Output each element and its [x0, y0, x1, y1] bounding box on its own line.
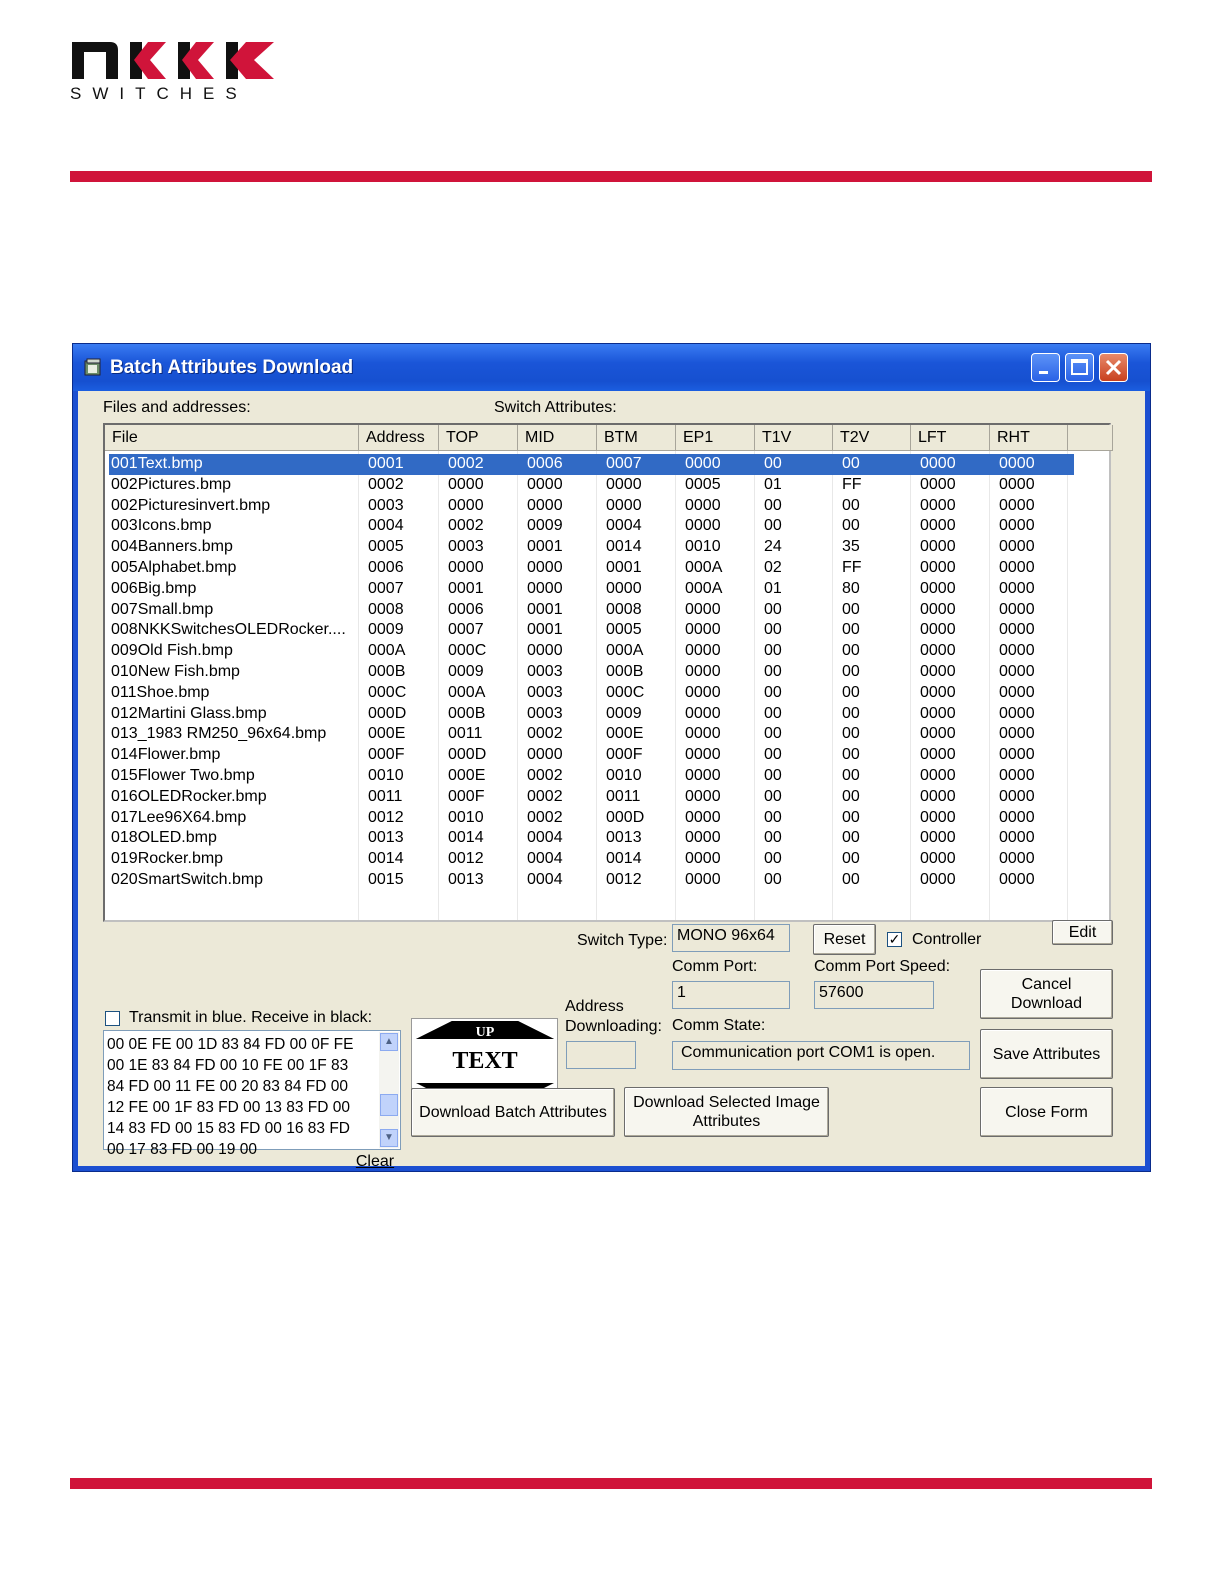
- table-cell: 018OLED.bmp: [111, 829, 217, 847]
- table-cell: 00: [764, 704, 782, 722]
- table-cell: 0000: [527, 559, 563, 576]
- table-cell: 0000: [685, 704, 721, 722]
- table-cell: 00: [842, 642, 860, 660]
- table-row[interactable]: [109, 641, 1074, 662]
- table-cell: 004Banners.bmp: [111, 538, 233, 556]
- table-cell: 24: [764, 538, 782, 556]
- table-cell: 012Martini Glass.bmp: [111, 704, 267, 722]
- table-cell: 000C: [368, 683, 407, 701]
- table-cell: 0000: [920, 787, 956, 805]
- table-cell: 0000: [685, 496, 721, 514]
- table-cell: 000A: [368, 642, 406, 660]
- table-cell: 0003: [448, 538, 484, 556]
- table-cell: 00: [764, 767, 782, 784]
- table-cell: 0004: [527, 850, 563, 868]
- table-cell: 00: [764, 455, 782, 472]
- nkk-logo: [70, 21, 280, 88]
- footer-rule: [70, 1478, 1152, 1489]
- table-cell: 00: [842, 746, 860, 764]
- table-cell: 0000: [920, 579, 956, 597]
- table-cell: 0014: [368, 850, 404, 868]
- table-cell: 0000: [685, 642, 721, 660]
- table-cell: 003Icons.bmp: [111, 517, 212, 535]
- column-header[interactable]: BTM: [597, 425, 676, 451]
- table-cell: 0000: [685, 455, 721, 472]
- table-cell: 0012: [368, 808, 404, 826]
- app-window-icon[interactable]: [83, 357, 103, 377]
- column-header[interactable]: LFT: [911, 425, 990, 451]
- table-cell: 0010: [448, 808, 484, 826]
- table-cell: 0000: [448, 559, 484, 576]
- table-cell: 0000: [685, 808, 721, 826]
- table-cell: 0002: [368, 475, 404, 493]
- table-cell: 000F: [368, 746, 405, 764]
- table-row[interactable]: [109, 662, 1074, 683]
- table-cell: 00: [764, 642, 782, 660]
- table-cell: 0000: [685, 517, 721, 535]
- comm-port-label: Comm Port:: [672, 958, 758, 975]
- address-label-1: Address: [565, 998, 624, 1015]
- table-cell: 00: [764, 496, 782, 514]
- table-cell: 0000: [999, 475, 1035, 493]
- table-cell: 0000: [999, 642, 1035, 660]
- table-cell: 00: [764, 829, 782, 847]
- table-cell: 00: [842, 517, 860, 535]
- minimize-button[interactable]: [1031, 353, 1060, 382]
- close-window-button[interactable]: [1099, 353, 1128, 382]
- scroll-thumb[interactable]: [380, 1094, 398, 1116]
- table-cell: FF: [842, 559, 862, 576]
- table-cell: 0000: [448, 496, 484, 514]
- table-cell: 000D: [368, 704, 407, 722]
- table-cell: 0000: [999, 663, 1035, 680]
- table-cell: 00: [842, 683, 860, 701]
- table-cell: 017Lee96X64.bmp: [111, 808, 247, 826]
- table-cell: 0000: [920, 496, 956, 514]
- table-row[interactable]: [109, 683, 1074, 704]
- table-cell: 0000: [920, 746, 956, 764]
- table-cell: 0000: [999, 767, 1035, 784]
- table-row[interactable]: [109, 537, 1074, 558]
- table-row[interactable]: [109, 496, 1074, 517]
- table-cell: 000C: [606, 683, 645, 701]
- table-cell: 0001: [606, 559, 642, 576]
- table-cell: 0000: [606, 579, 642, 597]
- table-cell: 000B: [448, 704, 486, 722]
- table-cell: 0009: [606, 704, 642, 722]
- table-cell: 0000: [685, 683, 721, 701]
- table-cell: 0003: [527, 704, 563, 722]
- table-cell: 0006: [527, 455, 563, 472]
- address-label-2: Downloading:: [565, 1018, 662, 1035]
- minimize-icon: [1032, 354, 1059, 381]
- table-cell: 0000: [920, 642, 956, 660]
- table-cell: 00: [764, 725, 782, 743]
- table-cell: 0000: [999, 704, 1035, 722]
- table-cell: 0003: [527, 663, 563, 680]
- table-cell: 0000: [999, 787, 1035, 805]
- table-cell: 0000: [920, 767, 956, 784]
- table-cell: 0000: [527, 579, 563, 597]
- download-batch-button[interactable]: Download Batch Attributes: [411, 1088, 615, 1137]
- logo-brand-text: NKK: [71, 21, 104, 38]
- table-cell: 0000: [920, 808, 956, 826]
- scroll-up-icon[interactable]: ▲: [380, 1033, 398, 1051]
- table-cell: 0007: [368, 579, 404, 597]
- table-cell: 0000: [999, 871, 1035, 888]
- controller-label: Controller: [912, 931, 982, 948]
- table-cell: 0011: [606, 787, 641, 805]
- files-addresses-label: Files and addresses:: [103, 399, 251, 416]
- table-cell: 0000: [920, 725, 956, 743]
- table-cell: 0000: [999, 850, 1035, 868]
- table-cell: 0000: [685, 829, 721, 847]
- table-row[interactable]: [109, 808, 1074, 829]
- table-cell: 0008: [606, 600, 642, 618]
- table-cell: 00: [842, 871, 860, 888]
- table-cell: 0000: [685, 663, 721, 680]
- table-cell: 0000: [920, 559, 956, 576]
- table-cell: 0000: [685, 725, 721, 743]
- table-cell: 000F: [606, 746, 643, 764]
- table-cell: 0000: [448, 475, 484, 493]
- table-cell: 000D: [606, 808, 645, 826]
- table-cell: 0002: [527, 767, 563, 784]
- table-cell: 0000: [999, 808, 1035, 826]
- table-cell: 0002: [527, 725, 563, 743]
- table-cell: 0000: [920, 663, 956, 680]
- table-cell: 00: [842, 767, 860, 784]
- reset-button[interactable]: Reset: [813, 924, 876, 955]
- column-header[interactable]: T1V: [755, 425, 833, 451]
- table-cell: 010New Fish.bmp: [111, 663, 240, 680]
- table-cell: 0000: [685, 600, 721, 618]
- table-cell: 0012: [606, 871, 642, 888]
- table-cell: 006Big.bmp: [111, 579, 197, 597]
- close-form-button[interactable]: Close Form: [980, 1087, 1113, 1137]
- log-scrollbar[interactable]: [379, 1032, 399, 1148]
- table-cell: 015Flower Two.bmp: [111, 767, 255, 784]
- table-cell: 00: [842, 808, 860, 826]
- table-cell: 0014: [606, 850, 642, 868]
- table-cell: 0000: [999, 496, 1035, 514]
- column-header[interactable]: File: [105, 425, 359, 451]
- communication-log[interactable]: [103, 1030, 401, 1158]
- table-cell: 00: [764, 621, 782, 639]
- table-cell: 005Alphabet.bmp: [111, 559, 237, 576]
- table-cell: 0008: [368, 600, 404, 618]
- table-cell: 0007: [448, 621, 484, 639]
- comm-state-field: Communication port COM1 is open.: [672, 1041, 970, 1070]
- table-cell: 00: [764, 871, 782, 888]
- table-cell: 000A: [685, 559, 723, 576]
- table-cell: 0004: [606, 517, 642, 535]
- table-row[interactable]: [109, 600, 1074, 621]
- table-row[interactable]: [109, 828, 1074, 849]
- table-cell: 0000: [685, 621, 721, 639]
- table-cell: 0013: [448, 871, 484, 888]
- table-cell: 0001: [527, 600, 563, 618]
- table-row[interactable]: [109, 579, 1074, 600]
- table-cell: 0005: [368, 538, 404, 556]
- table-cell: 35: [842, 538, 860, 556]
- table-cell: 0000: [999, 517, 1035, 535]
- table-row[interactable]: [109, 516, 1074, 537]
- table-row[interactable]: [109, 724, 1074, 745]
- comm-state-label: Comm State:: [672, 1017, 766, 1034]
- table-cell: 0010: [368, 767, 404, 784]
- column-header[interactable]: EP1: [676, 425, 755, 451]
- maximize-icon: [1066, 354, 1093, 381]
- table-cell: 000E: [606, 725, 644, 743]
- table-cell: 000D: [448, 746, 487, 764]
- table-cell: 0000: [920, 704, 956, 722]
- table-cell: 000B: [368, 663, 406, 680]
- table-cell: 0000: [999, 559, 1035, 576]
- table-row[interactable]: [109, 620, 1074, 641]
- column-header-filler: [1068, 425, 1113, 451]
- table-cell: 0001: [368, 455, 404, 472]
- save-attributes-button[interactable]: Save Attributes: [980, 1029, 1113, 1079]
- table-cell: 0003: [527, 683, 563, 701]
- table-cell: 00: [842, 787, 860, 805]
- table-cell: 0006: [448, 600, 484, 618]
- batch-attributes-window: [72, 343, 1151, 1172]
- table-cell: 0000: [999, 579, 1035, 597]
- table-cell: 0000: [920, 871, 956, 888]
- table-cell: 0000: [920, 538, 956, 556]
- table-cell: 001Text.bmp: [111, 455, 203, 472]
- table-cell: 00: [842, 496, 860, 514]
- table-cell: 019Rocker.bmp: [111, 850, 224, 868]
- table-cell: 0009: [448, 663, 484, 680]
- download-selected-label-2: Attributes: [692, 1113, 761, 1130]
- table-cell: 000A: [685, 579, 723, 597]
- table-cell: 0014: [448, 829, 484, 847]
- scroll-down-icon[interactable]: ▼: [380, 1129, 398, 1147]
- table-cell: 0010: [606, 767, 642, 784]
- table-row[interactable]: [109, 558, 1074, 579]
- table-cell: 0005: [606, 621, 642, 639]
- table-cell: 0001: [448, 579, 484, 597]
- table-cell: 00: [764, 850, 782, 868]
- table-cell: 009Old Fish.bmp: [111, 642, 233, 660]
- table-cell: 000B: [606, 663, 644, 680]
- table-cell: 0004: [368, 517, 404, 535]
- table-cell: 016OLEDRocker.bmp: [111, 787, 267, 805]
- table-row[interactable]: [109, 745, 1074, 766]
- table-cell: 00: [842, 663, 860, 680]
- table-row[interactable]: [109, 475, 1074, 496]
- table-cell: 0000: [527, 746, 563, 764]
- table-cell: 00: [842, 704, 860, 722]
- table-cell: 0005: [685, 475, 721, 493]
- table-cell: 0001: [527, 621, 563, 639]
- table-cell: 020SmartSwitch.bmp: [111, 871, 264, 888]
- table-cell: 0000: [920, 475, 956, 493]
- controller-checkbox[interactable]: ✓: [888, 931, 901, 947]
- table-cell: 00: [764, 787, 782, 805]
- table-cell: 0000: [685, 746, 721, 764]
- table-cell: 00: [764, 663, 782, 680]
- table-cell: 0000: [606, 496, 642, 514]
- table-cell: 0000: [999, 725, 1035, 743]
- table-cell: 0000: [527, 475, 563, 493]
- table-cell: 0009: [527, 517, 563, 535]
- table-cell: 007Small.bmp: [111, 600, 214, 618]
- table-cell: 0006: [368, 559, 404, 576]
- table-cell: 02: [764, 559, 782, 576]
- attributes-list-view[interactable]: [103, 423, 1111, 922]
- transmit-checkbox[interactable]: [105, 1011, 120, 1026]
- table-row[interactable]: [109, 454, 1074, 475]
- switch-type-field: MONO 96x64: [672, 924, 790, 952]
- table-cell: 00: [842, 621, 860, 639]
- table-cell: 00: [842, 829, 860, 847]
- table-cell: 00: [842, 600, 860, 618]
- comm-speed-field[interactable]: 57600: [814, 981, 934, 1009]
- table-cell: 0000: [920, 829, 956, 847]
- column-header[interactable]: RHT: [990, 425, 1068, 451]
- table-cell: 0011: [368, 787, 403, 805]
- table-cell: 0000: [685, 871, 721, 888]
- table-cell: 002Pictures.bmp: [111, 475, 232, 493]
- window-title: Batch Attributes Download: [110, 357, 354, 378]
- switch-type-label: Switch Type:: [577, 932, 668, 949]
- cancel-label-1: Cancel: [1021, 976, 1072, 993]
- table-cell: 0000: [920, 621, 956, 639]
- table-cell: 0015: [368, 871, 404, 888]
- download-selected-button[interactable]: [624, 1087, 829, 1137]
- table-cell: 0002: [527, 787, 563, 805]
- table-cell: 0011: [448, 725, 483, 743]
- table-cell: 0010: [685, 538, 721, 556]
- table-cell: 0002: [448, 455, 484, 472]
- table-cell: 0000: [685, 767, 721, 784]
- comm-port-field[interactable]: 1: [672, 981, 790, 1009]
- table-cell: 0007: [606, 455, 642, 472]
- table-cell: 0002: [448, 517, 484, 535]
- cancel-label-2: Download: [1010, 995, 1083, 1012]
- table-cell: 0004: [527, 829, 563, 847]
- window-client-area: [78, 391, 1145, 1170]
- table-cell: 0000: [999, 829, 1035, 847]
- table-cell: 0000: [606, 475, 642, 493]
- log-text: 00 0E FE 00 1D 83 84 FD 00 0F FE 00 1E 83 84 FD 00 10 FE 00 1F 83 84 FD 00 11 FE 00 20 83 84 FD 00 12 FE 00 1F 83 FD 00 13 83 FD 00 14 83 FD 00 15 83 FD 00 16 83 FD 00 17 83 FD 00 19 00: [107, 1036, 354, 1158]
- table-cell: 0000: [999, 621, 1035, 639]
- table-cell: 0003: [368, 496, 404, 514]
- table-cell: 00: [764, 600, 782, 618]
- table-row[interactable]: [109, 849, 1074, 870]
- table-cell: 000E: [448, 767, 486, 784]
- preview-main-text: TEXT: [452, 1048, 518, 1074]
- table-cell: 0000: [920, 600, 956, 618]
- table-cell: 000A: [606, 642, 644, 660]
- table-cell: 002Picturesinvert.bmp: [111, 496, 271, 514]
- table-cell: 0009: [368, 621, 404, 639]
- table-cell: 0000: [685, 787, 721, 805]
- table-cell: FF: [842, 475, 862, 493]
- table-cell: 0000: [999, 538, 1035, 556]
- table-cell: 014Flower.bmp: [111, 746, 221, 764]
- table-row[interactable]: [109, 704, 1074, 725]
- table-cell: 00: [842, 850, 860, 868]
- table-cell: 0000: [685, 850, 721, 868]
- transmit-label: Transmit in blue. Receive in black:: [129, 1009, 373, 1026]
- table-cell: 0000: [920, 455, 956, 472]
- edit-button[interactable]: Edit: [1052, 920, 1113, 945]
- table-cell: 013_1983 RM250_96x64.bmp: [111, 725, 327, 743]
- download-selected-label-1: Download Selected Image: [633, 1094, 820, 1111]
- table-cell: 00: [764, 683, 782, 701]
- table-cell: 0001: [527, 538, 563, 556]
- table-cell: 0014: [606, 538, 642, 556]
- table-cell: 0000: [999, 600, 1035, 618]
- column-header[interactable]: T2V: [833, 425, 911, 451]
- table-row[interactable]: [109, 787, 1074, 808]
- table-cell: 0002: [527, 808, 563, 826]
- table-row[interactable]: [109, 766, 1074, 787]
- preview-up-text: UP: [475, 1025, 495, 1040]
- column-header[interactable]: TOP: [439, 425, 518, 451]
- clear-button[interactable]: Clear: [355, 1153, 395, 1170]
- table-cell: 0012: [448, 850, 484, 868]
- table-cell: 80: [842, 579, 860, 597]
- table-cell: 011Shoe.bmp: [111, 683, 210, 701]
- table-cell: 0000: [999, 683, 1035, 701]
- title-bar[interactable]: [73, 344, 1150, 391]
- table-cell: 00: [764, 746, 782, 764]
- table-cell: 0000: [527, 496, 563, 514]
- cancel-download-button[interactable]: [980, 969, 1113, 1019]
- table-cell: 00: [842, 455, 860, 472]
- table-cell: 0000: [920, 683, 956, 701]
- maximize-button[interactable]: [1065, 353, 1094, 382]
- table-cell: 0000: [999, 746, 1035, 764]
- table-cell: 0013: [368, 829, 404, 847]
- table-cell: 0000: [920, 850, 956, 868]
- table-cell: 000A: [448, 683, 486, 701]
- column-header[interactable]: Address: [359, 425, 439, 451]
- comm-speed-label: Comm Port Speed:: [814, 958, 951, 975]
- switch-attributes-label: Switch Attributes:: [494, 399, 617, 416]
- table-cell: 000E: [368, 725, 406, 743]
- table-cell: 000C: [448, 642, 487, 660]
- logo-subtitle: SWITCHES: [70, 84, 248, 103]
- table-cell: 0000: [999, 455, 1035, 472]
- column-header[interactable]: MID: [518, 425, 597, 451]
- table-cell: 0013: [606, 829, 642, 847]
- table-cell: 0004: [527, 871, 563, 888]
- address-downloading-field: [566, 1041, 636, 1069]
- header-rule: [70, 171, 1152, 182]
- table-cell: 0000: [920, 517, 956, 535]
- table-cell: 01: [764, 579, 782, 597]
- table-cell: 0000: [527, 642, 563, 660]
- close-icon: [1100, 354, 1127, 381]
- table-cell: 00: [842, 725, 860, 743]
- table-cell: 00: [764, 517, 782, 535]
- table-row[interactable]: [109, 870, 1074, 891]
- table-cell: 008NKKSwitchesOLEDRocker....: [111, 621, 346, 639]
- table-cell: 00: [764, 808, 782, 826]
- table-cell: 000F: [448, 787, 485, 805]
- table-cell: 01: [764, 475, 782, 493]
